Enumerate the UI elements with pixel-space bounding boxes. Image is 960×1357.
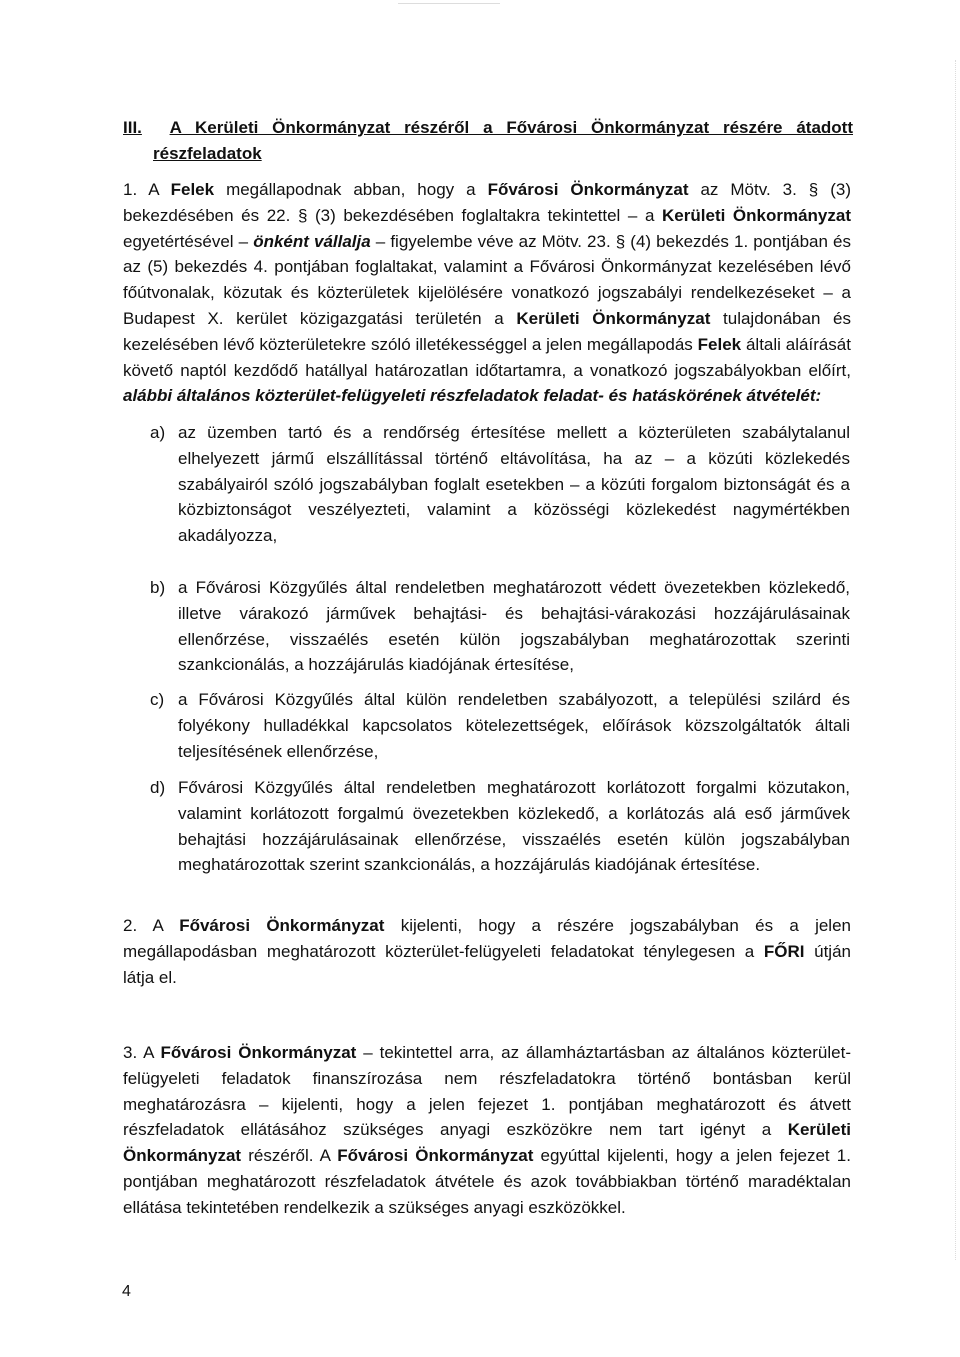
- list-item-label: c): [150, 690, 165, 709]
- heading-title-line1: A Kerületi Önkormányzat részéről a Fővárosi Önkormányzat részére átadott: [169, 118, 853, 137]
- bold-run: Kerületi Önkormányzat: [123, 1120, 851, 1166]
- heading-title-line2: részfeladatok: [153, 144, 262, 163]
- text-run: az Mötv. 3. § (3) bekezdésében és 22. § (3) bekezdésében foglaltakra tekintettel – a: [123, 180, 851, 225]
- page-number: 4: [122, 1283, 131, 1300]
- bold-run: Fővárosi Önkormányzat: [179, 916, 385, 935]
- paragraph-2: [123, 913, 851, 990]
- bold-run: Fővárosi Önkormányzat: [160, 1043, 357, 1062]
- bold-run: Fővárosi Önkormányzat: [487, 180, 689, 199]
- list-item-text: a Fővárosi Közgyűlés által rendeletben meghatározott védett övezetekben közlekedő, illetve várakozó járművek behajtási- és behajtási-várakozási hozzájárulásainak ellenőrzése, visszaélés esetén külön jogszabályban meghatározottak szerinti szankcionálás, a hozzájárulás kiadójának értesítése,: [178, 578, 850, 675]
- bold-run: Kerületi Önkormányzat: [516, 308, 711, 328]
- bold-italic-run: alábbi általános közterület-felügyeleti részfeladatok feladat- és hatáskörének átvételét:: [123, 386, 822, 406]
- list-item-label: b): [150, 578, 166, 597]
- bold-run: Felek: [170, 180, 215, 199]
- text-run: egyúttal kijelenti, hogy a jelen fejezet 1. pontjában meghatározott részfeladatok átvétele és azok továbbiakban történő maradéktalan ellátása tekintetében rendelkezik a szükséges anyagi eszközökkel.: [123, 1146, 851, 1217]
- paragraph-1: [123, 177, 851, 409]
- paragraph-3: [123, 1040, 851, 1221]
- scan-artifact-top: [398, 0, 500, 4]
- bold-run: Fővárosi Önkormányzat: [337, 1146, 534, 1166]
- bold-italic-run: önként vállalja: [253, 231, 371, 251]
- text-run: megállapodnak abban, hogy a: [214, 180, 488, 199]
- bold-run: FŐRI: [763, 941, 805, 961]
- text-run: tulajdonában és kezelésében lévő közterületekre szóló illetékességgel a jelen megállapodás: [123, 308, 851, 354]
- section-heading: [123, 115, 853, 141]
- text-run: – figyelembe véve az Mötv. 23. § (4) bekezdés 1. pontjában és az (5) bekezdés 4. pontjában foglaltakat, valamint a Fővárosi Önkormányzat kezelésében lévő főútvonalak, közutak és közterületek kijelölésére vonatkozó jogszabályi rendelkezéseket – a Budapest X. kerület közigazgatási területén a: [123, 231, 851, 328]
- paragraph-1-number: 1.: [123, 180, 138, 199]
- text-run: útján látja el.: [123, 941, 851, 987]
- scan-artifact-edge: [955, 60, 957, 1260]
- paragraph-2-number: 2.: [123, 916, 138, 935]
- text-run: A: [143, 1043, 161, 1062]
- text-run: A: [152, 916, 180, 935]
- list-item-label: a): [150, 423, 166, 442]
- list-item-text: a Fővárosi Közgyűlés által külön rendeletben szabályozott, a települési szilárd és folyékony hulladékkal kapcsolatos kötelezettségek, előírások közszolgáltatók általi teljesítésének ellenőrzése,: [178, 690, 850, 761]
- list-item-label: d): [150, 778, 166, 797]
- text-run: egyetértésével –: [123, 231, 254, 251]
- paragraph-3-number: 3.: [123, 1043, 138, 1062]
- text-run: részéről. A: [241, 1146, 338, 1166]
- bold-run: Kerületi Önkormányzat: [662, 205, 852, 225]
- text-run: kijelenti, hogy a részére jogszabályban és a jelen megállapodásban meghatározott közterület-felügyeleti feladatokat ténylegesen a: [123, 916, 851, 961]
- list-item-text: Fővárosi Közgyűlés által rendeletben meghatározott korlátozott forgalmi közutakon, valamint korlátozott forgalmú övezetekben közlekedő, a korlátozás alá eső járművek behajtási hozzájárulásainak ellenőrzése, visszaélés esetén külön jogszabályban meghatározottak szerint szankcionálás, a hozzájárulás kiadójának értesítése.: [178, 778, 850, 875]
- bold-run: Felek: [697, 334, 742, 354]
- list-item-text: az üzemben tartó és a rendőrség értesítése mellett a közterületen szabálytalanul elhelyezett jármű elszállítással történő eltávolítása, ha az – a közúti közlekedés szabályairól szóló jogszabályban foglalt esetekben – a közúti forgalom biztonságát és a közbiztonságot veszélyezteti, valamint a közösségi közlekedést nagymértékben akadályozza,: [178, 423, 850, 546]
- text-run: A: [148, 180, 171, 199]
- heading-number: III.: [123, 118, 142, 137]
- text-run: – tekintettel arra, az államháztartásban az általános közterület-felügyeleti feladatok finanszírozása nem részfeladatokra történő bontásban kerül meghatározásra – kijelenti, hogy a jelen fejezet 1. pontjában meghatározott és átvett részfeladatok ellátásához szükséges anyagi eszközökre nem tart igényt a: [123, 1043, 851, 1140]
- text-run: általi aláírását követő naptól kezdődő hatállyal határozatlan időtartamra, a vonatkozó jogszabályokban előírt,: [123, 334, 851, 380]
